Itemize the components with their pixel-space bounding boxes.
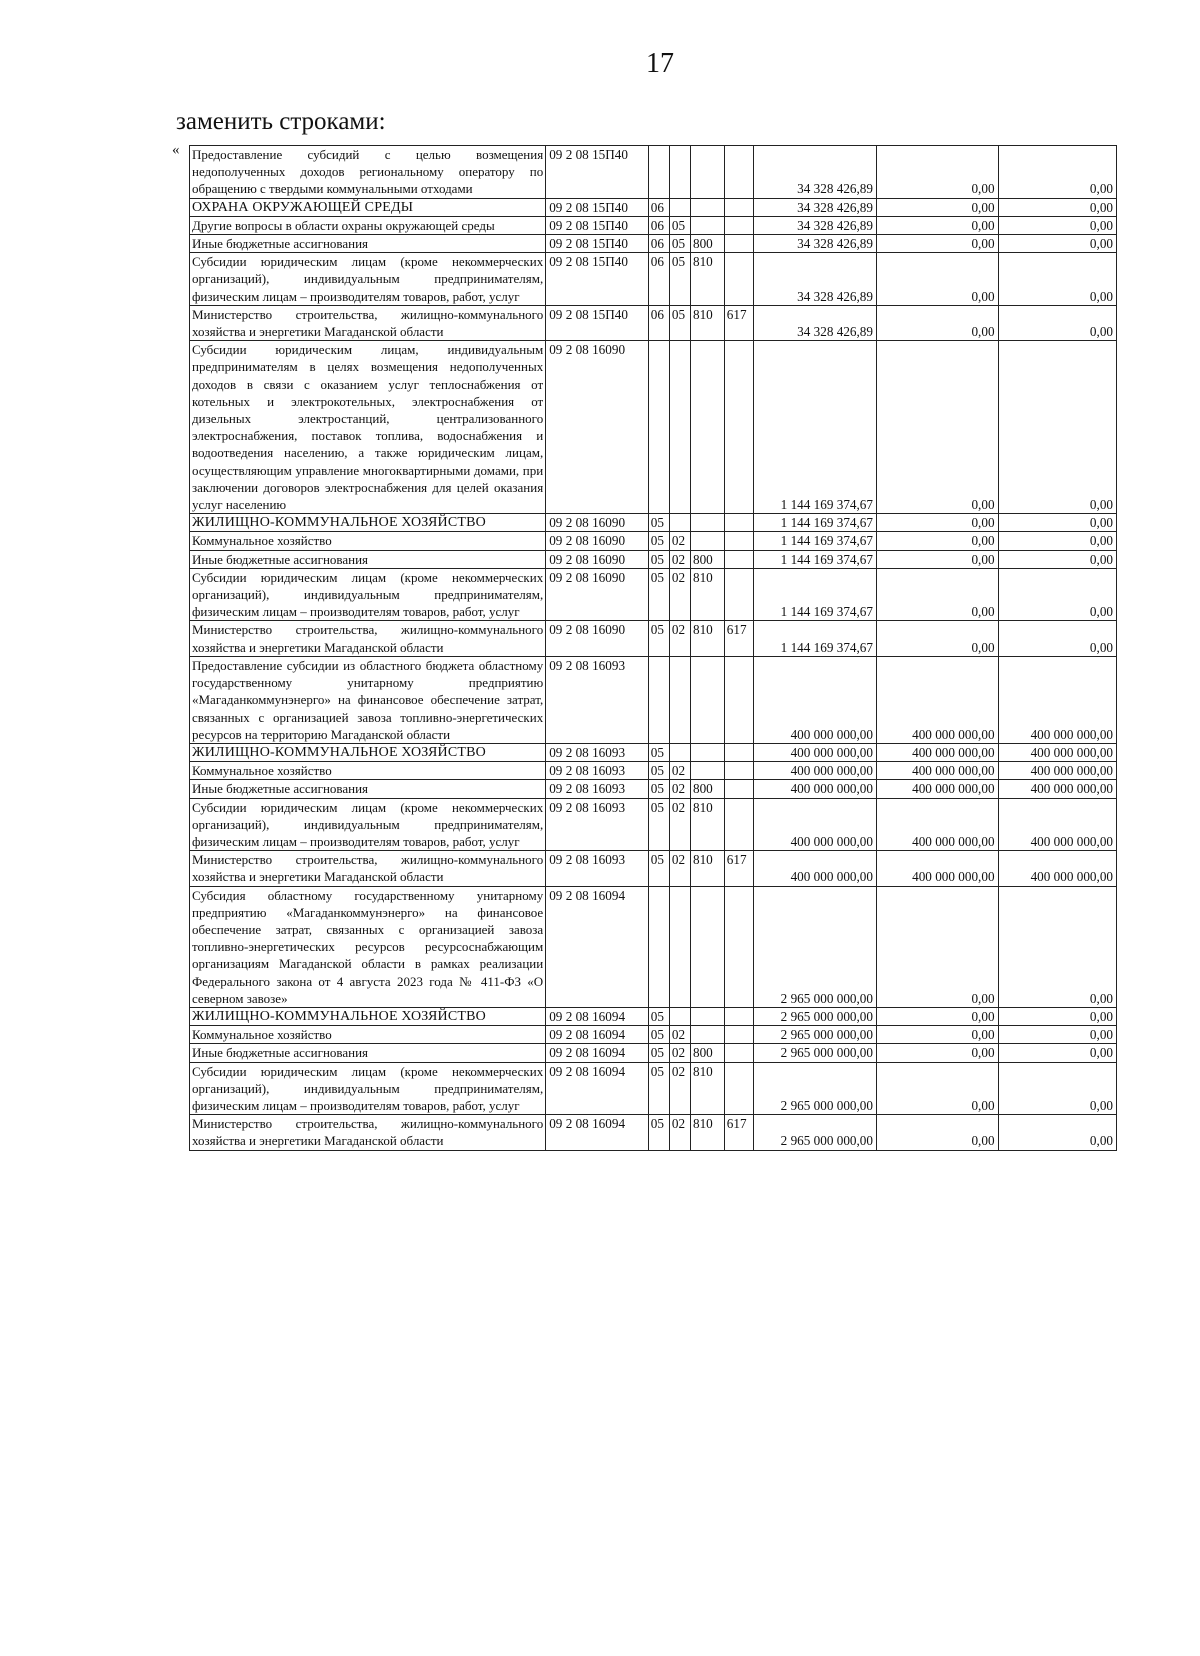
amount-year-1: 34 328 426,89 <box>754 146 877 199</box>
row-name: Министерство строительства, жилищно-коммунального хозяйства и энергетики Магаданской области <box>190 1115 546 1150</box>
amount-year-1: 34 328 426,89 <box>754 235 877 253</box>
table-row <box>190 780 1117 798</box>
table-row <box>190 798 1117 851</box>
subsection-code: 02 <box>669 568 690 621</box>
section-code: 05 <box>648 514 669 532</box>
section-code: 05 <box>648 798 669 851</box>
expense-type-code: 810 <box>690 568 724 621</box>
row-name: Субсидия областному государственному унитарному предприятию «Магаданкоммунэнерго» на финансовое обеспечение затрат, связанных с организацией завоза топливно-энергетических ресурсов ресурсоснабжающим организациям Магаданской области в рамках реализации Федерального закона от 4 августа 2023 года № 411-ФЗ «О северном завозе» <box>190 886 546 1007</box>
target-article-code: 09 2 08 16093 <box>546 798 649 851</box>
amount-year-1: 400 000 000,00 <box>754 798 877 851</box>
subsection-code: 02 <box>669 762 690 780</box>
amount-year-3: 0,00 <box>998 253 1116 306</box>
amount-year-2: 400 000 000,00 <box>876 762 998 780</box>
section-code: 05 <box>648 532 669 550</box>
amount-year-2: 0,00 <box>876 146 998 199</box>
amount-year-1: 34 328 426,89 <box>754 198 877 216</box>
amount-year-1: 1 144 169 374,67 <box>754 532 877 550</box>
table-row <box>190 1026 1117 1044</box>
section-code: 05 <box>648 1007 669 1025</box>
section-code <box>648 656 669 743</box>
amount-year-2: 0,00 <box>876 532 998 550</box>
subsection-code: 02 <box>669 621 690 656</box>
expense-type-code: 810 <box>690 253 724 306</box>
quote-mark: « <box>172 142 180 158</box>
ministry-code <box>724 341 754 514</box>
row-name: Субсидии юридическим лицам, индивидуальным предпринимателям в целях возмещения недополученных доходов в связи с оказанием услуг теплоснабжения от котельных и электрокотельных, электроснабжения от дизельных электростанций, централизованного электроснабжения, поставок топлива, водоснабжения и водоотведения населению, а также юридическим лицам, осуществляющим управление многоквартирными домами, при заключении договоров электроснабжения для целей оказания услуг населению <box>190 341 546 514</box>
section-code: 06 <box>648 198 669 216</box>
section-code: 05 <box>648 1115 669 1150</box>
amount-year-2: 0,00 <box>876 621 998 656</box>
amount-year-1: 1 144 169 374,67 <box>754 514 877 532</box>
amount-year-2: 0,00 <box>876 886 998 1007</box>
amount-year-1: 400 000 000,00 <box>754 780 877 798</box>
table-row <box>190 851 1117 886</box>
ministry-code <box>724 146 754 199</box>
expense-type-code <box>690 341 724 514</box>
table-row <box>190 198 1117 216</box>
target-article-code: 09 2 08 15П40 <box>546 216 649 234</box>
amount-year-3: 0,00 <box>998 198 1116 216</box>
table-row <box>190 235 1117 253</box>
ministry-code <box>724 886 754 1007</box>
ministry-code <box>724 568 754 621</box>
expense-type-code <box>690 743 724 761</box>
amount-year-2: 0,00 <box>876 1007 998 1025</box>
table-row <box>190 305 1117 340</box>
amount-year-2: 0,00 <box>876 253 998 306</box>
expense-type-code: 810 <box>690 798 724 851</box>
ministry-code <box>724 253 754 306</box>
table-row <box>190 1115 1117 1150</box>
amount-year-2: 400 000 000,00 <box>876 851 998 886</box>
ministry-code <box>724 656 754 743</box>
row-name: Субсидии юридическим лицам (кроме некоммерческих организаций), индивидуальным предпринимателям, физическим лицам – производителям товаров, работ, услуг <box>190 568 546 621</box>
section-code: 06 <box>648 305 669 340</box>
expense-type-code: 810 <box>690 621 724 656</box>
subsection-code: 02 <box>669 532 690 550</box>
row-name: Иные бюджетные ассигнования <box>190 550 546 568</box>
expense-type-code <box>690 198 724 216</box>
amount-year-1: 2 965 000 000,00 <box>754 1044 877 1062</box>
table-row <box>190 621 1117 656</box>
ministry-code <box>724 216 754 234</box>
table-row <box>190 1044 1117 1062</box>
subsection-code <box>669 743 690 761</box>
table-row <box>190 341 1117 514</box>
subsection-code <box>669 146 690 199</box>
amount-year-2: 0,00 <box>876 198 998 216</box>
expense-type-code <box>690 216 724 234</box>
amount-year-2: 0,00 <box>876 514 998 532</box>
ministry-code <box>724 235 754 253</box>
table-row <box>190 216 1117 234</box>
row-name: Иные бюджетные ассигнования <box>190 780 546 798</box>
target-article-code: 09 2 08 15П40 <box>546 198 649 216</box>
page-number: 17 <box>646 48 674 79</box>
table-row <box>190 146 1117 199</box>
ministry-code <box>724 1007 754 1025</box>
target-article-code: 09 2 08 15П40 <box>546 146 649 199</box>
table-row <box>190 1007 1117 1025</box>
subsection-code <box>669 514 690 532</box>
row-name: ЖИЛИЩНО-КОММУНАЛЬНОЕ ХОЗЯЙСТВО <box>190 743 546 761</box>
row-name: Другие вопросы в области охраны окружающей среды <box>190 216 546 234</box>
row-name: Иные бюджетные ассигнования <box>190 235 546 253</box>
amount-year-1: 1 144 169 374,67 <box>754 550 877 568</box>
expense-type-code <box>690 532 724 550</box>
expense-type-code: 810 <box>690 1062 724 1115</box>
table-row <box>190 1062 1117 1115</box>
amount-year-2: 400 000 000,00 <box>876 656 998 743</box>
row-name: Субсидии юридическим лицам (кроме некоммерческих организаций), индивидуальным предпринимателям, физическим лицам – производителям товаров, работ, услуг <box>190 253 546 306</box>
expense-type-code <box>690 146 724 199</box>
target-article-code: 09 2 08 16093 <box>546 780 649 798</box>
ministry-code: 617 <box>724 305 754 340</box>
section-code <box>648 146 669 199</box>
row-name: Иные бюджетные ассигнования <box>190 1044 546 1062</box>
ministry-code: 617 <box>724 1115 754 1150</box>
amount-year-1: 400 000 000,00 <box>754 762 877 780</box>
expense-type-code <box>690 1007 724 1025</box>
table-row <box>190 550 1117 568</box>
table-row <box>190 568 1117 621</box>
expense-type-code <box>690 514 724 532</box>
subsection-code: 05 <box>669 253 690 306</box>
amount-year-1: 400 000 000,00 <box>754 656 877 743</box>
row-name: Субсидии юридическим лицам (кроме некоммерческих организаций), индивидуальным предпринимателям, физическим лицам – производителям товаров, работ, услуг <box>190 798 546 851</box>
subsection-code <box>669 341 690 514</box>
amount-year-3: 400 000 000,00 <box>998 780 1116 798</box>
target-article-code: 09 2 08 15П40 <box>546 305 649 340</box>
amount-year-2: 0,00 <box>876 305 998 340</box>
target-article-code: 09 2 08 16094 <box>546 886 649 1007</box>
amount-year-1: 34 328 426,89 <box>754 305 877 340</box>
expense-type-code: 800 <box>690 550 724 568</box>
table-body <box>190 146 1117 1151</box>
section-code: 05 <box>648 550 669 568</box>
section-code: 05 <box>648 621 669 656</box>
section-code: 05 <box>648 851 669 886</box>
amount-year-2: 0,00 <box>876 1044 998 1062</box>
target-article-code: 09 2 08 15П40 <box>546 253 649 306</box>
row-name: Министерство строительства, жилищно-коммунального хозяйства и энергетики Магаданской области <box>190 621 546 656</box>
ministry-code <box>724 1044 754 1062</box>
row-name: Министерство строительства, жилищно-коммунального хозяйства и энергетики Магаданской области <box>190 305 546 340</box>
subsection-code: 05 <box>669 216 690 234</box>
section-code: 05 <box>648 780 669 798</box>
amount-year-3: 400 000 000,00 <box>998 656 1116 743</box>
table-row <box>190 743 1117 761</box>
amount-year-3: 400 000 000,00 <box>998 743 1116 761</box>
amount-year-3: 0,00 <box>998 514 1116 532</box>
expense-type-code: 810 <box>690 1115 724 1150</box>
section-code: 05 <box>648 1044 669 1062</box>
target-article-code: 09 2 08 15П40 <box>546 235 649 253</box>
target-article-code: 09 2 08 16090 <box>546 341 649 514</box>
amount-year-3: 0,00 <box>998 886 1116 1007</box>
row-name: ЖИЛИЩНО-КОММУНАЛЬНОЕ ХОЗЯЙСТВО <box>190 1007 546 1025</box>
amount-year-2: 400 000 000,00 <box>876 780 998 798</box>
ministry-code <box>724 798 754 851</box>
amount-year-3: 0,00 <box>998 621 1116 656</box>
expense-type-code: 800 <box>690 780 724 798</box>
section-code: 05 <box>648 1026 669 1044</box>
section-code <box>648 886 669 1007</box>
amount-year-1: 34 328 426,89 <box>754 216 877 234</box>
subsection-code: 05 <box>669 235 690 253</box>
section-code: 05 <box>648 1062 669 1115</box>
amount-year-1: 400 000 000,00 <box>754 743 877 761</box>
amount-year-2: 0,00 <box>876 341 998 514</box>
expense-type-code <box>690 886 724 1007</box>
amount-year-3: 400 000 000,00 <box>998 798 1116 851</box>
section-code: 06 <box>648 253 669 306</box>
row-name: ЖИЛИЩНО-КОММУНАЛЬНОЕ ХОЗЯЙСТВО <box>190 514 546 532</box>
target-article-code: 09 2 08 16090 <box>546 532 649 550</box>
amount-year-3: 0,00 <box>998 550 1116 568</box>
table-row <box>190 656 1117 743</box>
expense-type-code: 800 <box>690 1044 724 1062</box>
target-article-code: 09 2 08 16093 <box>546 743 649 761</box>
table-row <box>190 253 1117 306</box>
subsection-code: 02 <box>669 1044 690 1062</box>
row-name: Субсидии юридическим лицам (кроме некоммерческих организаций), индивидуальным предпринимателям, физическим лицам – производителям товаров, работ, услуг <box>190 1062 546 1115</box>
amount-year-3: 0,00 <box>998 341 1116 514</box>
expense-type-code: 810 <box>690 851 724 886</box>
subsection-code: 02 <box>669 1115 690 1150</box>
ministry-code <box>724 743 754 761</box>
amount-year-1: 1 144 169 374,67 <box>754 568 877 621</box>
section-code: 06 <box>648 216 669 234</box>
amount-year-3: 0,00 <box>998 1007 1116 1025</box>
amount-year-3: 0,00 <box>998 216 1116 234</box>
amount-year-2: 0,00 <box>876 1026 998 1044</box>
subsection-code: 02 <box>669 798 690 851</box>
target-article-code: 09 2 08 16093 <box>546 851 649 886</box>
target-article-code: 09 2 08 16094 <box>546 1115 649 1150</box>
amount-year-2: 0,00 <box>876 235 998 253</box>
ministry-code: 617 <box>724 851 754 886</box>
expense-type-code <box>690 762 724 780</box>
subsection-code: 02 <box>669 550 690 568</box>
expense-type-code <box>690 656 724 743</box>
ministry-code <box>724 1026 754 1044</box>
amount-year-3: 0,00 <box>998 1044 1116 1062</box>
amount-year-2: 400 000 000,00 <box>876 798 998 851</box>
target-article-code: 09 2 08 16094 <box>546 1044 649 1062</box>
section-code: 05 <box>648 568 669 621</box>
target-article-code: 09 2 08 16090 <box>546 568 649 621</box>
amount-year-3: 0,00 <box>998 1115 1116 1150</box>
table-row <box>190 514 1117 532</box>
target-article-code: 09 2 08 16093 <box>546 656 649 743</box>
amount-year-3: 0,00 <box>998 146 1116 199</box>
target-article-code: 09 2 08 16090 <box>546 514 649 532</box>
table-row <box>190 532 1117 550</box>
amount-year-3: 0,00 <box>998 235 1116 253</box>
amount-year-3: 0,00 <box>998 1026 1116 1044</box>
subsection-code: 02 <box>669 780 690 798</box>
ministry-code <box>724 198 754 216</box>
subsection-code <box>669 656 690 743</box>
amount-year-3: 0,00 <box>998 1062 1116 1115</box>
budget-table <box>189 145 1117 1151</box>
expense-type-code: 800 <box>690 235 724 253</box>
table-row <box>190 762 1117 780</box>
expense-type-code <box>690 1026 724 1044</box>
amount-year-1: 2 965 000 000,00 <box>754 1007 877 1025</box>
row-name: Коммунальное хозяйство <box>190 532 546 550</box>
ministry-code: 617 <box>724 621 754 656</box>
heading: заменить строками: <box>176 108 386 135</box>
row-name: Коммунальное хозяйство <box>190 1026 546 1044</box>
amount-year-1: 400 000 000,00 <box>754 851 877 886</box>
amount-year-2: 0,00 <box>876 1115 998 1150</box>
target-article-code: 09 2 08 16094 <box>546 1026 649 1044</box>
amount-year-2: 0,00 <box>876 550 998 568</box>
target-article-code: 09 2 08 16090 <box>546 550 649 568</box>
section-code: 05 <box>648 743 669 761</box>
amount-year-1: 1 144 169 374,67 <box>754 621 877 656</box>
section-code <box>648 341 669 514</box>
amount-year-2: 0,00 <box>876 216 998 234</box>
row-name: Коммунальное хозяйство <box>190 762 546 780</box>
section-code: 06 <box>648 235 669 253</box>
subsection-code: 02 <box>669 1026 690 1044</box>
amount-year-2: 400 000 000,00 <box>876 743 998 761</box>
row-name: Предоставление субсидий с целью возмещения недополученных доходов региональному оператору по обращению с твердыми коммунальными отходами <box>190 146 546 199</box>
subsection-code: 05 <box>669 305 690 340</box>
amount-year-1: 2 965 000 000,00 <box>754 886 877 1007</box>
ministry-code <box>724 514 754 532</box>
amount-year-3: 0,00 <box>998 305 1116 340</box>
amount-year-1: 2 965 000 000,00 <box>754 1115 877 1150</box>
amount-year-3: 0,00 <box>998 532 1116 550</box>
target-article-code: 09 2 08 16090 <box>546 621 649 656</box>
row-name: Министерство строительства, жилищно-коммунального хозяйства и энергетики Магаданской области <box>190 851 546 886</box>
amount-year-3: 400 000 000,00 <box>998 851 1116 886</box>
subsection-code: 02 <box>669 1062 690 1115</box>
subsection-code <box>669 1007 690 1025</box>
ministry-code <box>724 780 754 798</box>
amount-year-2: 0,00 <box>876 568 998 621</box>
amount-year-3: 400 000 000,00 <box>998 762 1116 780</box>
ministry-code <box>724 550 754 568</box>
amount-year-1: 2 965 000 000,00 <box>754 1026 877 1044</box>
ministry-code <box>724 1062 754 1115</box>
subsection-code <box>669 886 690 1007</box>
subsection-code: 02 <box>669 851 690 886</box>
row-name: Предоставление субсидии из областного бюджета областному государственному унитарному предприятию «Магаданкоммунэнерго» на финансовое обеспечение затрат, связанных с организацией завоза топливно-энергетических ресурсов на территорию Магаданской области <box>190 656 546 743</box>
expense-type-code: 810 <box>690 305 724 340</box>
amount-year-2: 0,00 <box>876 1062 998 1115</box>
amount-year-1: 1 144 169 374,67 <box>754 341 877 514</box>
target-article-code: 09 2 08 16094 <box>546 1007 649 1025</box>
amount-year-3: 0,00 <box>998 568 1116 621</box>
ministry-code <box>724 762 754 780</box>
target-article-code: 09 2 08 16093 <box>546 762 649 780</box>
target-article-code: 09 2 08 16094 <box>546 1062 649 1115</box>
amount-year-1: 2 965 000 000,00 <box>754 1062 877 1115</box>
table-row <box>190 886 1117 1007</box>
subsection-code <box>669 198 690 216</box>
ministry-code <box>724 532 754 550</box>
amount-year-1: 34 328 426,89 <box>754 253 877 306</box>
row-name: ОХРАНА ОКРУЖАЮЩЕЙ СРЕДЫ <box>190 198 546 216</box>
section-code: 05 <box>648 762 669 780</box>
